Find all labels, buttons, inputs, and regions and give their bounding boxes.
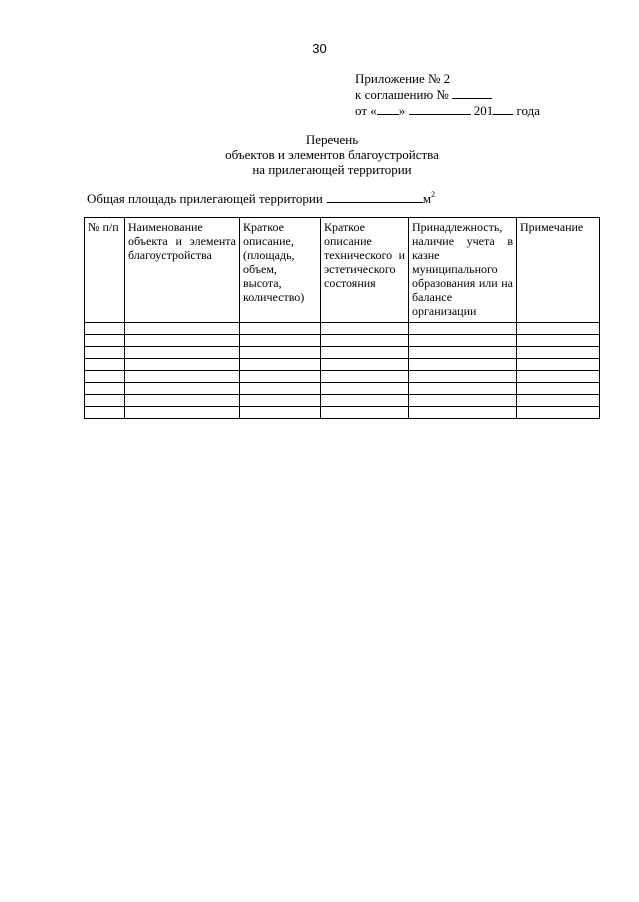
table-cell [85, 371, 125, 383]
table-cell [409, 323, 517, 335]
table-cell [321, 371, 409, 383]
objects-table [84, 217, 600, 419]
table-cell [409, 359, 517, 371]
area-unit-sup: 2 [431, 190, 436, 199]
table-cell [409, 335, 517, 347]
page-number: 30 [312, 41, 327, 56]
table-row [85, 407, 600, 419]
date-prefix: от « [355, 103, 377, 118]
table-cell [321, 347, 409, 359]
agreement-number-label: к соглашению № [355, 87, 449, 102]
table-cell [240, 323, 321, 335]
table-row [85, 383, 600, 395]
year-blank [493, 103, 513, 115]
table-cell [321, 323, 409, 335]
table-cell [321, 395, 409, 407]
column-header-short-description: Краткое описание, (площадь, объем, высота, количество) [240, 218, 321, 323]
document-title [0, 132, 639, 177]
table-cell [125, 383, 240, 395]
table-cell [85, 323, 125, 335]
column-header-name: Наименование объекта и элемента благоустройства [125, 218, 240, 323]
month-blank [409, 103, 471, 115]
table-cell [321, 359, 409, 371]
table-cell [240, 395, 321, 407]
title-line-2: объектов и элементов благоустройства [225, 147, 439, 162]
table-cell [321, 383, 409, 395]
table-cell [517, 371, 600, 383]
title-line-1: Перечень [305, 132, 359, 147]
column-header-ownership: Принадлежность, наличие учета в казне муниципального образования или на балансе организации [409, 218, 517, 323]
day-blank [377, 103, 399, 115]
column-header-number: № п/п [85, 218, 125, 323]
column-header-condition: Краткое описание технического и эстетического состояния [321, 218, 409, 323]
table-cell [409, 407, 517, 419]
table-cell [240, 383, 321, 395]
date-mid: » [398, 103, 406, 118]
date-suffix: года [516, 103, 541, 118]
agreement-date-line [355, 103, 540, 119]
table-cell [125, 359, 240, 371]
table-cell [85, 359, 125, 371]
table-cell [321, 407, 409, 419]
year-prefix: 201 [473, 103, 494, 118]
table-cell [240, 347, 321, 359]
total-area-label: Общая площадь прилегающей территории [87, 191, 323, 206]
table-cell [85, 383, 125, 395]
table-cell [409, 395, 517, 407]
appendix-title: Приложение № 2 [355, 71, 451, 86]
table-cell [517, 383, 600, 395]
table-cell [240, 335, 321, 347]
total-area-line [87, 190, 435, 207]
column-header-note: Примечание [517, 218, 600, 323]
table-cell [517, 335, 600, 347]
agreement-number-line [355, 87, 540, 103]
table-cell [85, 347, 125, 359]
table-cell [85, 395, 125, 407]
table-cell [517, 395, 600, 407]
total-area-blank [327, 191, 423, 203]
table-cell [125, 395, 240, 407]
table-row [85, 347, 600, 359]
table-row [85, 323, 600, 335]
appendix-header [355, 71, 540, 119]
table-cell [240, 371, 321, 383]
table-cell [125, 323, 240, 335]
table-cell [85, 407, 125, 419]
table-row [85, 359, 600, 371]
table-cell [517, 407, 600, 419]
title-line-3: на прилегающей территории [252, 162, 412, 177]
table-header-row [85, 218, 600, 323]
table-cell [517, 359, 600, 371]
table-cell [125, 407, 240, 419]
table-row [85, 395, 600, 407]
table-cell [125, 335, 240, 347]
table-cell [409, 371, 517, 383]
table-cell [240, 407, 321, 419]
table-cell [240, 359, 321, 371]
table-cell [85, 335, 125, 347]
table-cell [517, 323, 600, 335]
table-cell [409, 347, 517, 359]
table-cell [125, 371, 240, 383]
table-cell [409, 383, 517, 395]
table-cell [125, 347, 240, 359]
table-row [85, 335, 600, 347]
table-cell [321, 335, 409, 347]
area-unit: м [422, 191, 432, 206]
agreement-number-blank [452, 87, 492, 99]
table-row [85, 371, 600, 383]
table-body [85, 323, 600, 419]
table-cell [517, 347, 600, 359]
